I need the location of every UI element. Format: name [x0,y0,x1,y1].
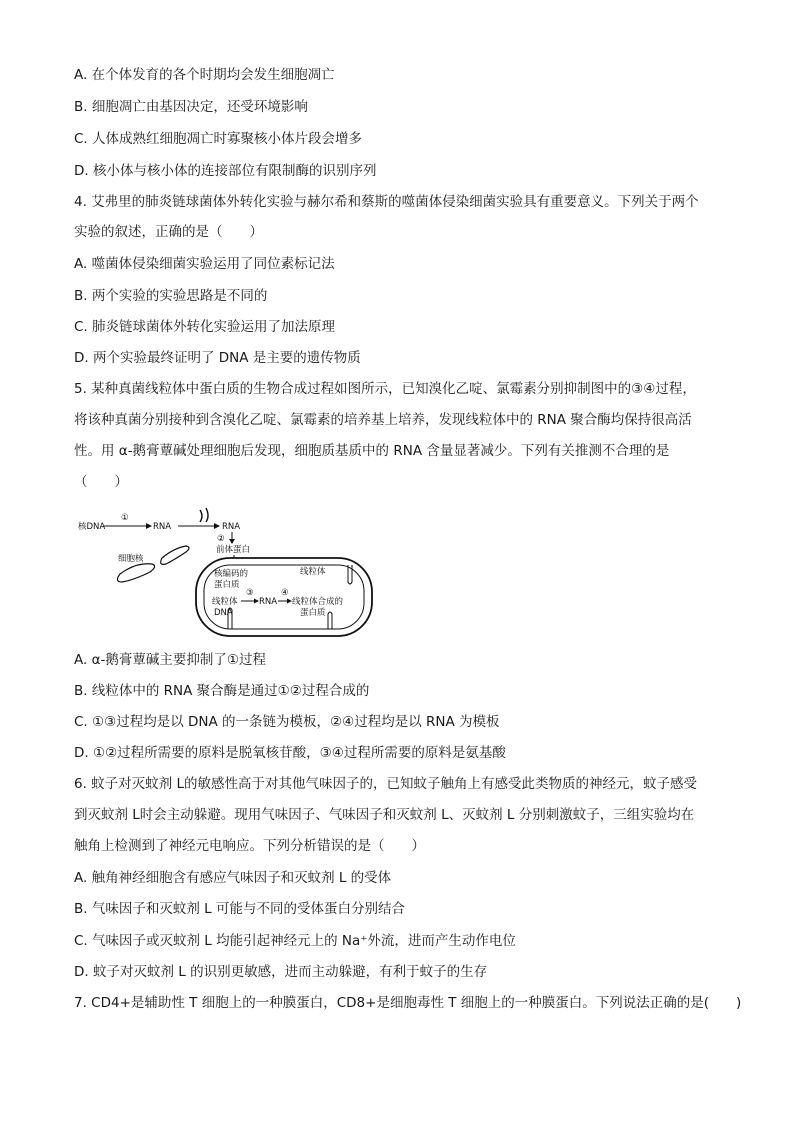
q5-option-a: A. α-鹅膏蕈碱主要抑制了①过程 [74,652,266,668]
q3-option-a: A. 在个体发育的各个时期均会发生细胞凋亡 [74,67,335,83]
arrowhead-step1 [146,523,152,529]
q5-option-b: B. 线粒体中的 RNA 聚合酶是通过①②过程合成的 [74,683,370,699]
q5-stem-line1: 5. 某种真菌线粒体中蛋白质的生物合成过程如图所示，已知溴化乙啶、氯霉素分别抑制图中的③④过程， [74,381,696,397]
q4-option-b: B. 两个实验的实验思路是不同的 [74,288,268,304]
q6-stem-line1: 6. 蚊子对灭蚊剂 L的敏感性高于对其他气味因子的，已知蚊子触角上有感受此类物质的神经元，蚊子感受 [74,776,697,792]
q5-figure [78,502,378,640]
label-step3: ③ [246,588,254,598]
label-rna-a: RNA [153,522,172,532]
q3-option-d: D. 核小体与核小体的连接部位有限制酶的识别序列 [74,163,377,179]
mitochondria-protein-synthesis-diagram [78,502,378,640]
arrowhead-step2 [229,539,235,544]
q5-option-d: D. ①②过程所需要的原料是脱氧核苷酸，③④过程所需要的原料是氨基酸 [74,745,506,761]
arrowhead-rna-export [214,523,220,529]
label-precursor: 前体蛋白 [216,545,251,555]
label-nuclear-protein-1: 核编码的 [214,569,249,579]
q6-option-b: B. 气味因子和灭蚊剂 L 可能与不同的受体蛋白分别结合 [74,901,405,917]
label-mt-protein-2: 蛋白质 [300,608,326,618]
q4-option-c: C. 肺炎链球菌体外转化实验运用了加法原理 [74,319,336,335]
label-step1: ① [121,513,129,523]
q4-stem-line1: 4. 艾弗里的肺炎链球菌体外转化实验与赫尔希和蔡斯的噬菌体侵染细菌实验具有重要意义。下列关于两个 [74,194,699,210]
nucleus-fragment-2 [161,546,189,564]
q5-stem-line4: （ ） [74,474,128,490]
label-step4: ④ [281,588,289,598]
q4-option-d: D. 两个实验最终证明了 DNA 是主要的遗传物质 [74,350,361,366]
label-nuclear-dna: 核DNA [78,522,106,532]
q6-stem-line3: 触角上检测到了神经元电响应。下列分析错误的是（ ） [74,838,425,854]
q6-option-c: C. 气味因子或灭蚊剂 L 均能引起神经元上的 Na⁺外流，进而产生动作电位 [74,933,516,949]
nuclear-envelope-mark-1 [200,510,202,522]
label-nucleus: 细胞核 [118,554,144,564]
q6-stem-line2: 到灭蚊剂 L时会主动躲避。现用气味因子、气味因子和灭蚊剂 L、灭蚊剂 L 分别刺激蚊子，三组实验均在 [74,807,695,823]
nucleus-fragment-1 [117,564,154,582]
q4-option-a: A. 噬菌体侵染细菌实验运用了同位素标记法 [74,256,335,272]
label-mt-dna-1: 线粒体 [212,597,238,607]
label-step2: ② [217,534,225,544]
label-mitochondrion: 线粒体 [300,567,326,577]
q3-option-c: C. 人体成熟红细胞凋亡时寡聚核小体片段会增多 [74,131,363,147]
label-rna-b: RNA [222,522,241,532]
q5-option-c: C. ①③过程均是以 DNA 的一条链为模板，②④过程均是以 RNA 为模板 [74,714,500,730]
q5-stem-line2: 将该种真菌分别接种到含溴化乙啶、氯霉素的培养基上培养，发现线粒体中的 RNA 聚合酶均保持很高活 [74,412,692,428]
label-mt-protein-1: 线粒体合成的 [292,597,344,607]
q5-stem-line3: 性。用 α-鹅膏蕈碱处理细胞后发现，细胞质基质中的 RNA 含量显著减少。下列有关推测不合理的是 [74,443,670,459]
label-nuclear-protein-2: 蛋白质 [214,580,240,590]
label-rna-c: RNA [259,597,278,607]
q6-option-d: D. 蚊子对灭蚊剂 L 的识别更敏感，进而主动躲避，有利于蚊子的生存 [74,964,488,980]
label-mt-dna-2: DNA [214,608,233,618]
nuclear-envelope-mark-2 [206,508,208,522]
q7-stem-line1: 7. CD4+是辅助性 T 细胞上的一种膜蛋白，CD8+是细胞毒性 T 细胞上的一种膜蛋白。下列说法正确的是( ) [74,995,742,1011]
q3-option-b: B. 细胞凋亡由基因决定，还受环境影响 [74,99,308,115]
q4-stem-line2: 实验的叙述，正确的是（ ） [74,224,263,240]
q6-option-a: A. 触角神经细胞含有感应气味因子和灭蚊剂 L 的受体 [74,870,392,886]
